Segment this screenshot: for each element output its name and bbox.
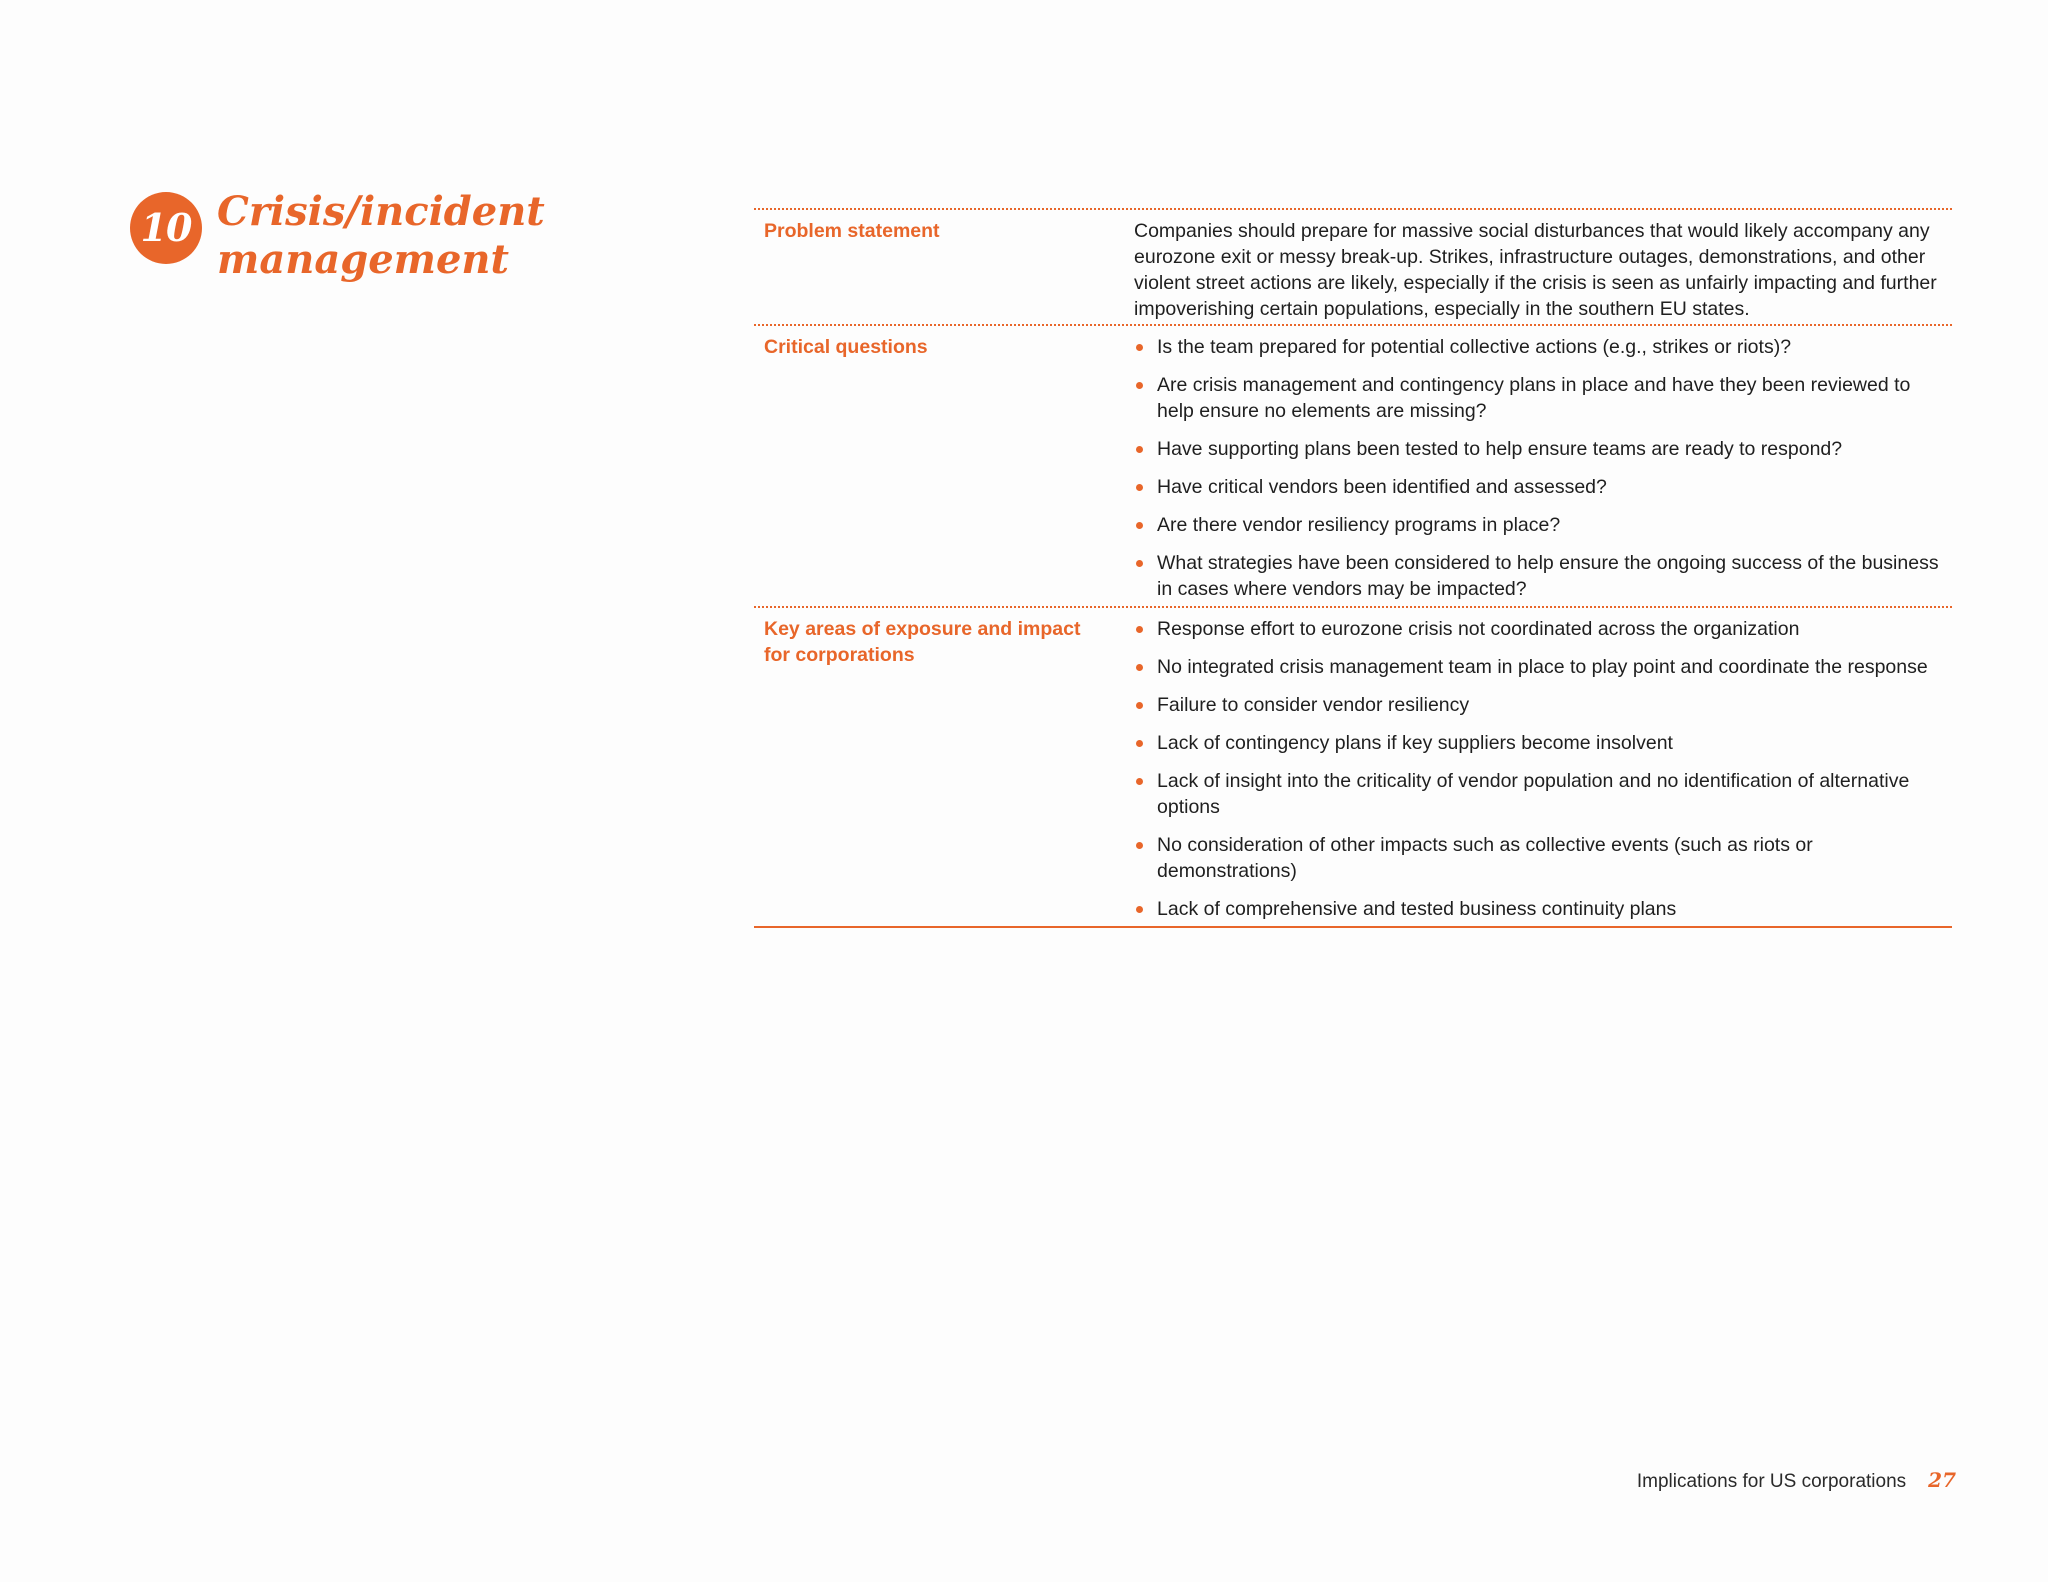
bullet-icon	[1136, 702, 1143, 709]
list-item	[1134, 692, 1944, 718]
list-item	[1134, 372, 1944, 424]
list-item	[1134, 474, 1944, 500]
section-number-badge: 10	[130, 192, 202, 264]
list-item-text: Have critical vendors been identified and assessed?	[1157, 476, 1607, 498]
list-item-text: Lack of contingency plans if key suppliers become insolvent	[1157, 732, 1673, 754]
bullet-icon	[1136, 382, 1143, 389]
problem-statement-content	[1114, 210, 1952, 324]
list-item-text: Response effort to eurozone crisis not coordinated across the organization	[1157, 618, 1800, 640]
bullet-icon	[1136, 740, 1143, 747]
bullet-icon	[1136, 778, 1143, 785]
list-item-text: Failure to consider vendor resiliency	[1157, 694, 1470, 716]
list-item-text: What strategies have been considered to help ensure the ongoing success of the business in cases where vendors may be impacted?	[1157, 552, 1939, 600]
list-item-text: Lack of comprehensive and tested business continuity plans	[1157, 898, 1677, 920]
list-item-text: Is the team prepared for potential collective actions (e.g., strikes or riots)?	[1157, 336, 1792, 358]
bullet-icon	[1136, 344, 1143, 351]
list-item	[1134, 436, 1944, 462]
list-item	[1134, 550, 1944, 602]
footer-text: Implications for US corporations	[1636, 1471, 1907, 1492]
list-item	[1134, 832, 1944, 884]
problem-statement-text: Companies should prepare for massive social disturbances that would likely accompany any eurozone exit or messy break-up. Strikes, infrastructure outages, demonstrations, and other violent street actions are likely, especially if the crisis is seen as unfairly impacting and further impoverishing certain populations, especially in the southern EU states.	[1134, 220, 1937, 320]
problem-statement-row	[754, 208, 1952, 324]
bullet-icon	[1136, 484, 1143, 491]
list-item-text: Are there vendor resiliency programs in place?	[1157, 514, 1561, 536]
list-item-text: Are crisis management and contingency plans in place and have they been reviewed to help ensure no elements are missing?	[1157, 374, 1911, 422]
bullet-icon	[1136, 906, 1143, 913]
list-item	[1134, 512, 1944, 538]
page-footer	[1637, 1468, 1956, 1493]
bullet-icon	[1136, 522, 1143, 529]
list-item-text: No consideration of other impacts such as collective events (such as riots or demonstrations)	[1157, 834, 1813, 882]
exposure-list	[1134, 616, 1944, 922]
exposure-label: Key areas of exposure and impact for corporations	[764, 618, 1081, 666]
list-item	[1134, 896, 1944, 922]
list-item	[1134, 768, 1944, 820]
section-title: Crisis/incident management	[217, 188, 545, 283]
bullet-icon	[1136, 626, 1143, 633]
list-item	[1134, 730, 1944, 756]
critical-questions-list	[1134, 334, 1944, 602]
list-item-text: Lack of insight into the criticality of vendor population and no identification of alternative options	[1157, 770, 1910, 818]
bullet-icon	[1136, 842, 1143, 849]
list-item	[1134, 616, 1944, 642]
bullet-icon	[1136, 446, 1143, 453]
list-item	[1134, 334, 1944, 360]
list-item-text: Have supporting plans been tested to help ensure teams are ready to respond?	[1157, 438, 1843, 460]
analysis-table	[754, 208, 1952, 928]
critical-questions-label: Critical questions	[764, 336, 928, 358]
critical-questions-row	[754, 324, 1952, 606]
bullet-icon	[1136, 664, 1143, 671]
page-number: 27	[1928, 1468, 1956, 1492]
bullet-icon	[1136, 560, 1143, 567]
exposure-content	[1114, 608, 1952, 926]
list-item	[1134, 654, 1944, 680]
exposure-row	[754, 606, 1952, 926]
problem-statement-label: Problem statement	[764, 220, 940, 242]
critical-questions-content	[1114, 326, 1952, 606]
list-item-text: No integrated crisis management team in place to play point and coordinate the response	[1157, 656, 1928, 678]
